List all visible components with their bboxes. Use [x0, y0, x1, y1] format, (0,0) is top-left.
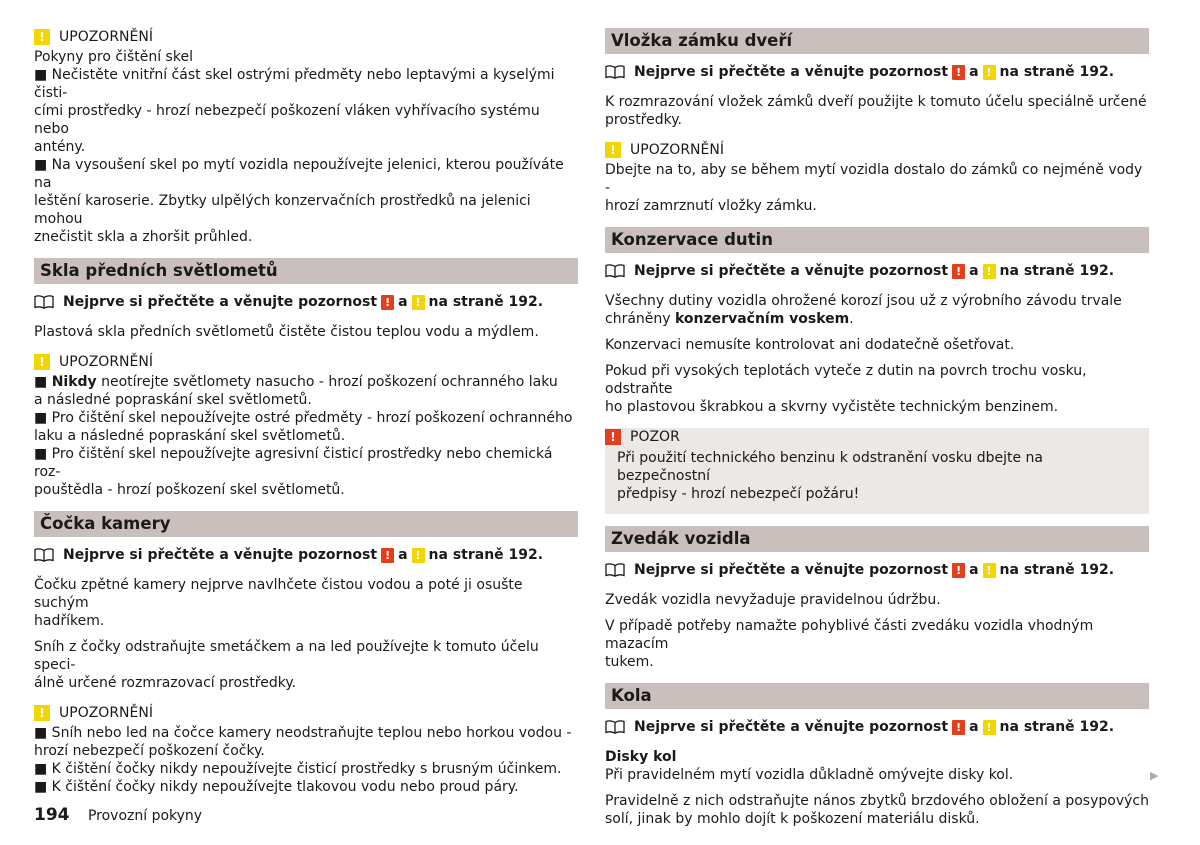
section-heading: Skla předních světlometů — [34, 258, 578, 284]
paragraph-line: álně určené rozmrazovací prostředky. — [34, 675, 297, 691]
reference-and: a — [969, 562, 979, 578]
paragraph-text: . — [849, 311, 854, 327]
paragraph-line: Čočku zpětné kamery nejprve navlhčete čistou vodou a poté ji osušte suchým — [34, 577, 523, 611]
warning-mini-icon: ! — [983, 65, 996, 80]
paragraph-line — [605, 310, 1149, 328]
warning-line: ■ Na vysoušení skel po mytí vozidla nepoužívejte jelenici, kterou používáte na — [34, 157, 564, 191]
book-icon — [605, 65, 625, 79]
warning-label: UPOZORNĚNÍ — [59, 705, 153, 721]
warning-glass-cleaning — [34, 28, 578, 246]
section-headlights — [34, 258, 578, 499]
warning-line: znečistit skla a zhoršit průhled. — [34, 229, 253, 245]
reference-and: a — [398, 547, 408, 563]
warning-line: leštění karoserie. Zbytky ulpělých konzervačních prostředků na jelenici mohou — [34, 193, 531, 227]
warning-line: Pokyny pro čištění skel — [34, 49, 193, 65]
book-icon — [605, 720, 625, 734]
paragraph-line: Všechny dutiny vozidla ohrožené korozí jsou už z výrobního závodu trvale — [605, 293, 1122, 309]
subheading: Disky kol — [605, 749, 677, 765]
reference-and: a — [969, 719, 979, 735]
caution-mini-icon: ! — [381, 548, 394, 563]
section-heading: Konzervace dutin — [605, 227, 1149, 253]
reference-line — [605, 561, 1149, 579]
reference-and: a — [969, 263, 979, 279]
book-icon — [34, 295, 54, 309]
paragraph-line: hadříkem. — [34, 613, 105, 629]
reference-line — [605, 63, 1149, 81]
section-wheels — [605, 683, 1149, 828]
paragraph — [605, 792, 1149, 828]
reference-line — [605, 718, 1149, 736]
reference-line — [605, 262, 1149, 280]
warning-line-rest: neotírejte světlomety nasucho - hrozí poškození ochranného laku — [96, 374, 558, 390]
warning-mini-icon: ! — [983, 563, 996, 578]
caution-mini-icon: ! — [381, 295, 394, 310]
warning-title — [34, 28, 578, 46]
paragraph-line: prostředky. — [605, 112, 682, 128]
warning-title — [34, 704, 578, 722]
warning-mini-icon: ! — [983, 264, 996, 279]
reference-page: na straně 192. — [999, 719, 1115, 735]
section-door-lock — [605, 28, 1149, 215]
warning-icon: ! — [34, 354, 50, 370]
paragraph: Konzervaci nemusíte kontrolovat ani dodatečně ošetřovat. — [605, 337, 1015, 353]
paragraph — [605, 362, 1149, 416]
warning-mini-icon: ! — [983, 720, 996, 735]
caution-box — [605, 428, 1149, 514]
caution-line: Při použití technického benzinu k odstranění vosku dbejte na bezpečnostní — [617, 450, 1043, 484]
warning-line: Dbejte na to, aby se během mytí vozidla dostalo do zámků co nejméně vody - — [605, 162, 1143, 196]
reference-text: Nejprve si přečtěte a věnujte pozornost — [634, 719, 949, 735]
warning-camera — [34, 704, 578, 796]
reference-text: Nejprve si přečtěte a věnujte pozornost — [634, 64, 949, 80]
reference-page: na straně 192. — [428, 547, 544, 563]
next-page-arrow-icon: ▶ — [1150, 769, 1159, 782]
reference-and: a — [969, 64, 979, 80]
reference-text: Nejprve si přečtěte a věnujte pozornost — [63, 547, 378, 563]
warning-mini-icon: ! — [412, 548, 425, 563]
paragraph-line: solí, jinak by mohlo dojít k poškození materiálu disků. — [605, 811, 980, 827]
left-column — [34, 28, 578, 808]
warning-line: ■ K čištění čočky nikdy nepoužívejte tlakovou vodu nebo proud páry. — [34, 779, 519, 795]
reference-page: na straně 192. — [999, 64, 1115, 80]
warning-line: ■ Pro čištění skel nepoužívejte ostré předměty - hrozí poškození ochranného — [34, 410, 573, 426]
warning-line: hrozí nebezpečí poškození čočky. — [34, 743, 265, 759]
warning-label: UPOZORNĚNÍ — [59, 29, 153, 45]
warning-line: ■ K čištění čočky nikdy nepoužívejte čisticí prostředky s brusným účinkem. — [34, 761, 562, 777]
paragraph — [605, 748, 1149, 784]
paragraph — [605, 93, 1149, 129]
reference-text: Nejprve si přečtěte a věnujte pozornost — [634, 263, 949, 279]
section-heading: Čočka kamery — [34, 511, 578, 537]
warning-lock — [605, 141, 1149, 215]
section-cavity-protection — [605, 227, 1149, 514]
caution-line: předpisy - hrozí nebezpečí požáru! — [617, 486, 860, 502]
footer-section-title: Provozní pokyny — [87, 808, 203, 824]
paragraph — [605, 617, 1149, 671]
warning-headlights — [34, 353, 578, 499]
reference-page: na straně 192. — [999, 263, 1115, 279]
page-footer — [34, 806, 202, 825]
reference-line — [34, 293, 578, 311]
right-column — [605, 28, 1149, 840]
warning-mini-icon: ! — [412, 295, 425, 310]
warning-icon: ! — [34, 705, 50, 721]
warning-line: ■ Nikdy neotírejte světlomety nasucho - hrozí poškození ochranného laku — [34, 374, 558, 390]
book-icon — [34, 548, 54, 562]
warning-line: ■ Nečistěte vnitřní část skel ostrými předměty nebo leptavými a kyselými čisti- — [34, 67, 555, 101]
paragraph-line: tukem. — [605, 654, 654, 670]
section-jack — [605, 526, 1149, 671]
emphasis: Nikdy — [51, 374, 97, 390]
reference-text: Nejprve si přečtěte a věnujte pozornost — [63, 294, 378, 310]
warning-line: cími prostředky - hrozí nebezpečí poškození vláken vyhřívacího systému nebo — [34, 103, 540, 137]
warning-line: a následné popraskání skel světlometů. — [34, 392, 312, 408]
caution-mini-icon: ! — [952, 65, 965, 80]
warning-icon: ! — [605, 142, 621, 158]
paragraph-line: Pokud při vysokých teplotách vyteče z dutin na povrch trochu vosku, odstraňte — [605, 363, 1087, 397]
paragraph — [34, 638, 578, 692]
section-heading: Zvedák vozidla — [605, 526, 1149, 552]
warning-line: antény. — [34, 139, 86, 155]
paragraph-text: chráněny — [605, 311, 675, 327]
warning-label: UPOZORNĚNÍ — [59, 354, 153, 370]
paragraph — [34, 576, 578, 630]
section-heading: Kola — [605, 683, 1149, 709]
warning-line: ■ Pro čištění skel nepoužívejte agresivní čisticí prostředky nebo chemická roz- — [34, 446, 553, 480]
paragraph-line: Pravidelně z nich odstraňujte nános zbytků brzdového obložení a posypových — [605, 793, 1149, 809]
caution-title — [605, 428, 1137, 446]
section-camera — [34, 511, 578, 796]
warning-title — [34, 353, 578, 371]
reference-and: a — [398, 294, 408, 310]
caution-mini-icon: ! — [952, 563, 965, 578]
paragraph-line: V případě potřeby namažte pohyblivé části zvedáku vozidla vhodným mazacím — [605, 618, 1094, 652]
section-heading: Vložka zámku dveří — [605, 28, 1149, 54]
paragraph-line: Při pravidelném mytí vozidla důkladně omývejte disky kol. — [605, 767, 1014, 783]
warning-line: ■ Sníh nebo led na čočce kamery neodstraňujte teplou nebo horkou vodou - — [34, 725, 572, 741]
book-icon — [605, 264, 625, 278]
paragraph-line: Sníh z čočky odstraňujte smetáčkem a na led používejte k tomuto účelu speci- — [34, 639, 539, 673]
warning-line: hrozí zamrznutí vložky zámku. — [605, 198, 817, 214]
paragraph-line: ho plastovou škrabkou a skvrny vyčistěte technickým benzinem. — [605, 399, 1059, 415]
warning-line: pouštědla - hrozí poškození skel světlometů. — [34, 482, 345, 498]
reference-page: na straně 192. — [428, 294, 544, 310]
paragraph: Zvedák vozidla nevyžaduje pravidelnou údržbu. — [605, 592, 941, 608]
paragraph-line: K rozmrazování vložek zámků dveří použijte k tomuto účelu speciálně určené — [605, 94, 1147, 110]
caution-label: POZOR — [630, 429, 680, 445]
warning-line: laku a následné popraskání skel světlometů. — [34, 428, 346, 444]
book-icon — [605, 563, 625, 577]
caution-icon: ! — [605, 429, 621, 445]
reference-text: Nejprve si přečtěte a věnujte pozornost — [634, 562, 949, 578]
warning-title — [605, 141, 1149, 159]
warning-label: UPOZORNĚNÍ — [630, 142, 724, 158]
caution-mini-icon: ! — [952, 720, 965, 735]
paragraph — [605, 292, 1149, 328]
paragraph: Plastová skla předních světlometů čistěte čistou teplou vodu a mýdlem. — [34, 324, 539, 340]
emphasis: konzervačním voskem — [675, 311, 850, 327]
warning-icon: ! — [34, 29, 50, 45]
caution-mini-icon: ! — [952, 264, 965, 279]
reference-line — [34, 546, 578, 564]
reference-page: na straně 192. — [999, 562, 1115, 578]
page-number: 194 — [34, 805, 70, 825]
